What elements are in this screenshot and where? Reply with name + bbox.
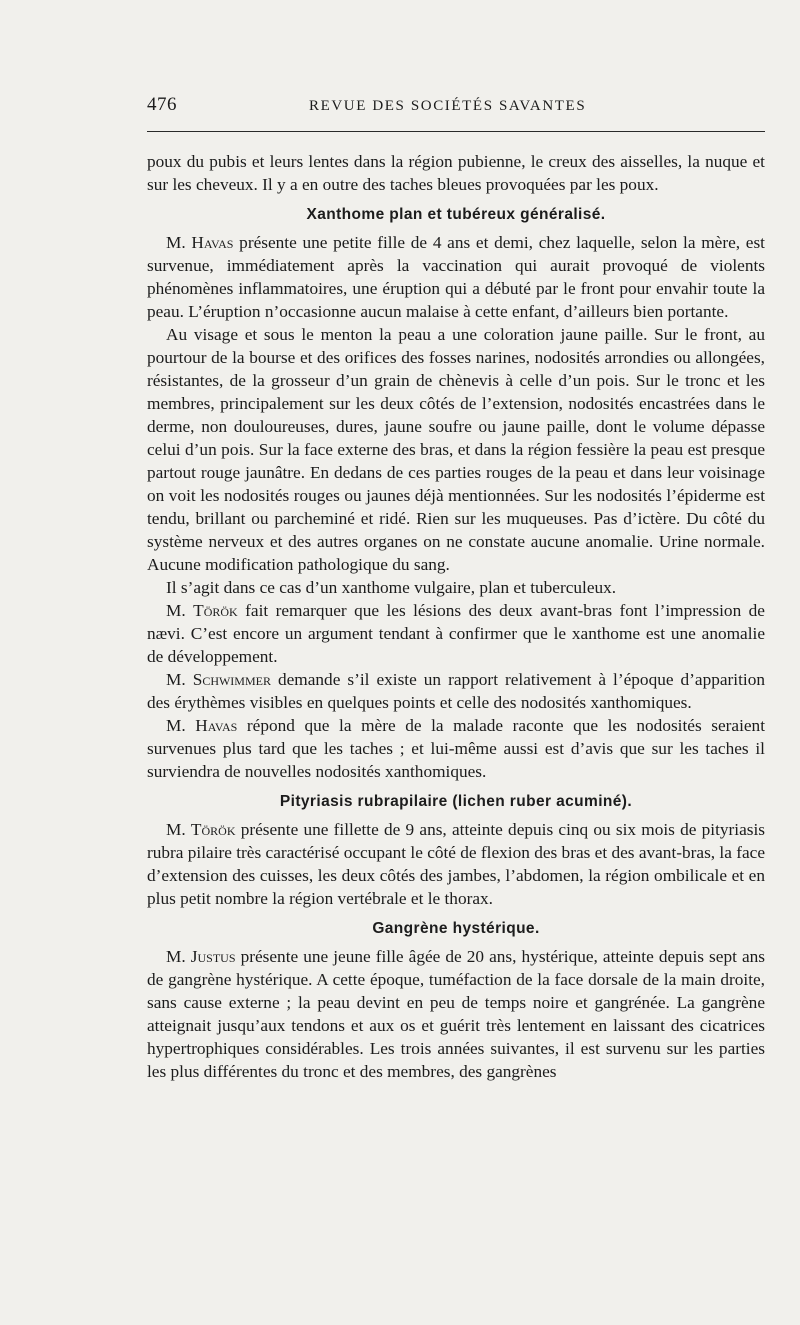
speaker-name: Havas bbox=[195, 716, 238, 735]
paragraph-text: répond que la mère de la malade raconte que les nodosités seraient survenues plus tard que les taches ; et lui-même aussi est d’avis que sur les taches il surviendra de nouvelles nodosités xanthomiques. bbox=[147, 716, 766, 781]
section-heading-xanthome: Xanthome plan et tubéreux généralisé. bbox=[306, 206, 606, 223]
speaker-name: Schwimmer bbox=[192, 670, 271, 689]
speaker-prefix: M. bbox=[166, 670, 193, 689]
speaker-prefix: M. bbox=[166, 947, 191, 966]
speaker-prefix: M. bbox=[166, 820, 191, 839]
paragraph-text: présente une fillette de 9 ans, atteinte depuis cinq ou six mois de pityriasis rubra pilaire très caractérisé occupant le côté de flexion des bras et des avant-bras, la face d’extension des cuisses, les deux côtés des jambes, l’abdomen, la région ombilicale et en plus petit nombre la région vertébrale et le thorax. bbox=[147, 820, 765, 908]
paragraph-text: fait remarquer que les lésions des deux avant-bras font l’impression de nævi. C’est encore un argument tendant à confirmer que le xanthome est une anomalie de développement. bbox=[147, 601, 765, 666]
paragraph-text: présente une jeune fille âgée de 20 ans, hystérique, atteinte depuis sept ans de gangrène hystérique. A cette époque, tuméfaction de la face dorsale de la main droite, sans cause externe ; la peau devint en peu de temps noire et gangrénée. La gangrène atteignait jusqu’aux tendons et aux os et guérit très lentement en laissant des cicatrices hypertrophiques considérables. Les trois années suivantes, il est survenu sur les parties les plus différentes du tronc et des membres, des gangrènes bbox=[147, 947, 765, 1081]
paragraph-conclusion: Il s’agit dans ce cas d’un xanthome vulgaire, plan et tuberculeux. bbox=[166, 578, 617, 597]
speaker-prefix: M. bbox=[166, 233, 192, 252]
section-heading-gangrene: Gangrène hystérique. bbox=[372, 920, 540, 937]
paragraph-text: présente une petite fille de 4 ans et demi, chez laquelle, selon la mère, est survenue, immédiatement après la vaccination qui aurait provoqué de violents phénomènes inflammatoires, une éruption qui a débuté par le front pour envahir toute la peau. L’éruption n’occasionne aucun malaise à cette enfant, d’ailleurs bien portante. bbox=[147, 233, 765, 321]
article-body bbox=[147, 150, 765, 1083]
speaker-name: Török bbox=[193, 601, 238, 620]
page-number: 476 bbox=[147, 94, 177, 115]
speaker-prefix: M. bbox=[166, 716, 196, 735]
speaker-name: Justus bbox=[190, 947, 236, 966]
paragraph-schwimmer-question bbox=[147, 668, 765, 714]
speaker-name: Török bbox=[190, 820, 236, 839]
speaker-prefix: M. bbox=[166, 601, 194, 620]
paragraph-torok-presentation bbox=[147, 818, 765, 910]
paragraph-havas-reply bbox=[147, 714, 765, 783]
header-rule bbox=[147, 131, 765, 132]
running-title: REVUE DES SOCIÉTÉS SAVANTES bbox=[309, 98, 587, 114]
paragraph-text: demande s’il existe un rapport relativement à l’époque d’apparition des érythèmes visibles en quelques points et celle des nodosités xanthomiques. bbox=[147, 670, 765, 712]
paragraph-justus-presentation bbox=[147, 945, 765, 1083]
page-header bbox=[147, 94, 765, 124]
paragraph-description: Au visage et sous le menton la peau a une coloration jaune paille. Sur le front, au pourtour de la bourse et des orifices des fosses narines, nodosités arrondies ou allongées, résistantes, de la grosseur d’un grain de chènevis à celle d’un pois. Sur le tronc et les membres, principalement sur les deux côtés de l’extension, nodosités encastrées dans le derme, non douloureuses, dures, jaune soufre ou jaune paille, dont le volume dépasse celui d’un pois. Sur la face externe des bras, et dans la région fessière la peau est presque partout rouge jaunâtre. En dedans de ces parties rouges de la peau et dans leur voisinage on voit les nodosités rouges ou jaunes déjà mentionnées. Sur les nodosités l’épiderme est tendu, brillant ou parcheminé et ridé. Rien sur les muqueuses. Pas d’ictère. Du côté du système nerveux et des autres organes on ne constate aucune anomalie. Urine normale. Aucune modification pathologique du sang. bbox=[147, 325, 765, 574]
paragraph-havas-presentation bbox=[147, 231, 765, 323]
paragraph-torok-remark bbox=[147, 599, 765, 668]
section-heading-pityriasis: Pityriasis rubrapilaire (lichen ruber acuminé). bbox=[279, 793, 633, 810]
paragraph-continuation: poux du pubis et leurs lentes dans la région pubienne, le creux des aisselles, la nuque et sur les cheveux. Il y a en outre des taches bleues provoquées par les poux. bbox=[147, 152, 765, 194]
speaker-name: Havas bbox=[191, 233, 234, 252]
